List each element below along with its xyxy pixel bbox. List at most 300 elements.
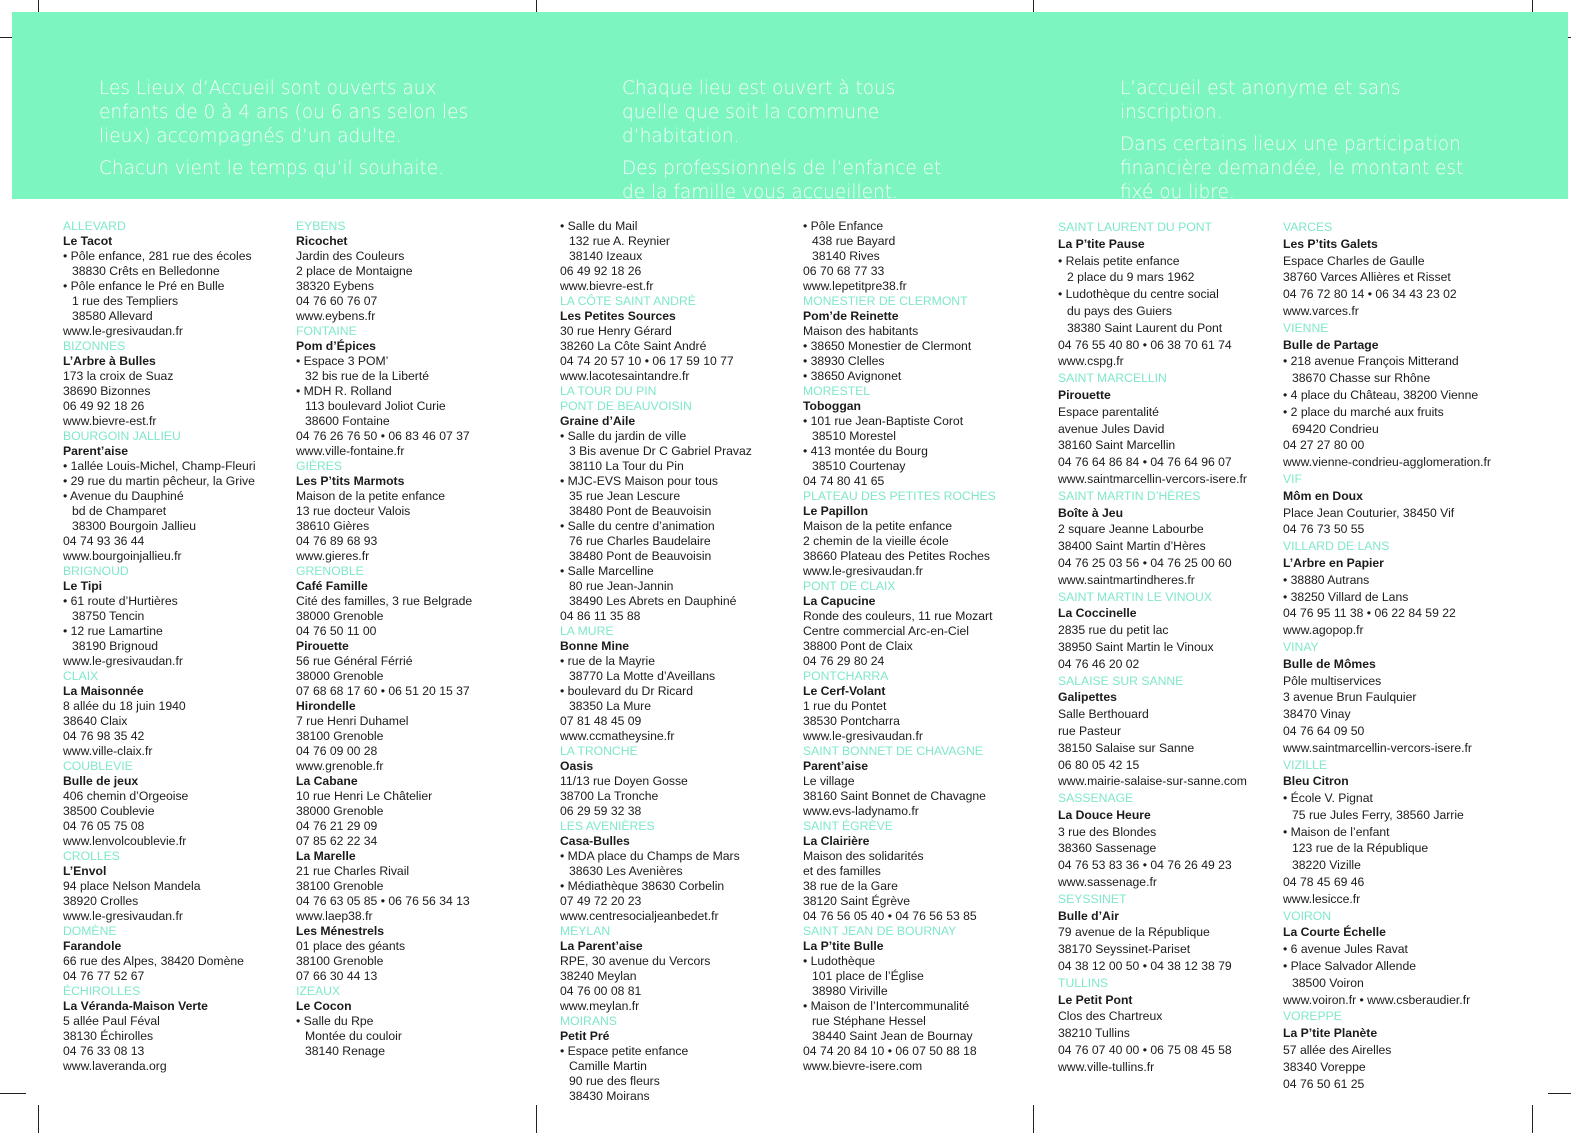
info-line: 56 rue Général Férrié [296, 654, 413, 668]
city-heading: SAINT ÉGRÈVE [803, 819, 893, 833]
info-line: 38800 Pont de Claix [803, 639, 913, 653]
info-line: 04 76 77 52 67 [63, 969, 145, 983]
address-line: 38830 Crêts en Belledonne [72, 264, 220, 278]
info-line: 06 80 05 42 15 [1058, 757, 1140, 772]
info-line: rue Pasteur [1058, 723, 1122, 738]
city-heading: VINAY [1283, 639, 1319, 654]
city-heading: ÉCHIROLLES [63, 984, 141, 998]
city-heading: SASSENAGE [1058, 791, 1134, 806]
info-line: 38210 Tullins [1058, 1026, 1130, 1041]
address-line: 38110 La Tour du Pin [569, 459, 684, 473]
address-line: 1 rue des Templiers [72, 294, 179, 308]
info-line[interactable]: www.agopop.fr [1283, 623, 1364, 638]
address-bullet: • 38250 Villard de Lans [1283, 589, 1523, 606]
address-line: 101 place de l’Église [812, 969, 924, 983]
info-line[interactable]: www.ville-tullins.fr [1058, 1059, 1155, 1074]
address-bullet: • Maison de l’enfant [1283, 824, 1523, 841]
city-heading: ALLEVARD [63, 219, 126, 233]
info-line[interactable]: www.lacotesaintandre.fr [560, 369, 690, 383]
address-line: 75 rue Jules Ferry, 38560 Jarrie [1292, 807, 1464, 822]
place-name: La P’tite Planète [1283, 1026, 1378, 1041]
address-bullet: • École V. Pignat [1283, 790, 1523, 807]
address-line: 35 rue Jean Lescure [569, 489, 681, 503]
info-line: 04 74 80 41 65 [803, 474, 885, 488]
place-name: Pom d’Épices [296, 339, 376, 353]
info-line: 04 76 64 86 84 • 04 76 64 96 07 [1058, 455, 1232, 470]
address-bullet: • Salle du jardin de ville [560, 429, 785, 444]
info-line[interactable]: www.varces.fr [1283, 303, 1359, 318]
city-heading: IZEAUX [296, 984, 341, 998]
info-line: Pôle multiservices [1283, 673, 1382, 688]
info-line[interactable]: www.cspg.fr [1058, 354, 1124, 369]
address-bullet: • Relais petite enfance [1058, 253, 1273, 270]
city-heading: SAINT MARCELLIN [1058, 371, 1167, 386]
info-line: 66 rue des Alpes, 38420 Domène [63, 954, 244, 968]
place-name: La Parent’aise [560, 939, 643, 953]
info-line[interactable]: www.gieres.fr [296, 549, 370, 563]
address-line: 38630 Les Avenières [569, 864, 683, 878]
city-heading: LA TOUR DU PIN [560, 384, 657, 398]
place-name: Parent’aise [803, 759, 869, 773]
info-line: 04 76 25 03 56 • 04 76 25 00 60 [1058, 555, 1232, 570]
address-line: 38140 Rives [812, 249, 880, 263]
info-line: 04 76 73 50 55 [1283, 522, 1365, 537]
info-line: 04 76 95 11 38 • 06 22 84 59 22 [1283, 606, 1456, 621]
city-heading: CLAIX [63, 669, 99, 683]
place-name: La Coccinelle [1058, 606, 1137, 621]
address-line: 90 rue des fleurs [569, 1074, 660, 1088]
city-heading: VOREPPE [1283, 1009, 1342, 1024]
info-line: 38500 Coublevie [63, 804, 155, 818]
address-bullet: • Médiathèque 38630 Corbelin [560, 879, 785, 894]
info-line[interactable]: www.lenvolcoublevie.fr [63, 834, 187, 848]
info-line: RPE, 30 avenue du Vercors [560, 954, 711, 968]
address-line: 38510 Morestel [812, 429, 897, 443]
place-name: La Capucine [803, 594, 876, 608]
info-line[interactable]: www.bourgoinjallieu.fr [63, 549, 182, 563]
address-line: 38350 La Mure [569, 699, 651, 713]
place-name: Galipettes [1058, 690, 1117, 705]
info-line: 07 85 62 22 34 [296, 834, 378, 848]
place-name: Pirouette [1058, 387, 1111, 402]
address-bullet: • 6 avenue Jules Ravat [1283, 941, 1523, 958]
banner-column [622, 77, 952, 213]
info-line: 38150 Salaise sur Sanne [1058, 740, 1195, 755]
info-line: Cité des familles, 3 rue Belgrade [296, 594, 473, 608]
address-line: 38980 Viriville [812, 984, 888, 998]
place-name: Toboggan [803, 399, 861, 413]
address-line: Camille Martin [569, 1059, 647, 1073]
place-name: Le Cocon [296, 999, 352, 1013]
address-bullet: • Salle du Rpe [296, 1014, 516, 1029]
place-name: Oasis [560, 759, 594, 773]
banner-paragraph: Les Lieux d’Accueil sont ouverts aux enfants de 0 à 4 ans (ou 6 ans selon les lieux) accompagnés d’un adulte. [99, 78, 469, 147]
address-line: du pays des Guiers [1067, 303, 1173, 318]
info-line[interactable]: www.ville-claix.fr [63, 744, 153, 758]
info-line[interactable]: www.ccmatheysine.fr [560, 729, 675, 743]
info-line: 21 rue Charles Rivail [296, 864, 410, 878]
address-line: bd de Champaret [72, 504, 167, 518]
info-line: 38950 Saint Martin le Vinoux [1058, 639, 1214, 654]
info-line: 04 76 53 83 36 • 04 76 26 49 23 [1058, 858, 1232, 873]
city-heading: SALAISE SUR SANNE [1058, 673, 1184, 688]
address-bullet: • 12 rue Lamartine [63, 624, 283, 639]
address-line: 80 rue Jean-Jannin [569, 579, 674, 593]
place-name: Petit Pré [560, 1029, 610, 1043]
info-line: 10 rue Henri Le Châtelier [296, 789, 433, 803]
info-line: Jardin des Couleurs [296, 249, 405, 263]
info-line: 57 allée des Airelles [1283, 1043, 1392, 1058]
address-bullet: • 38650 Monestier de Clermont [803, 339, 1028, 354]
banner-paragraph: Des professionnels de l’enfance et de la famille vous accueillent. [622, 158, 942, 203]
place-name: Bleu Citron [1283, 774, 1349, 789]
info-line: 07 68 68 17 60 • 06 51 20 15 37 [296, 684, 470, 698]
city-heading: SEYSSINET [1058, 891, 1127, 906]
info-line: 06 70 68 77 33 [803, 264, 885, 278]
info-line[interactable]: www.le-gresivaudan.fr [803, 729, 923, 743]
info-line: 01 place des géants [296, 939, 406, 953]
info-line: 38530 Pontcharra [803, 714, 900, 728]
info-line: 38160 Saint Bonnet de Chavagne [803, 789, 986, 803]
info-line[interactable]: www.centresocialjeanbedet.fr [560, 909, 719, 923]
place-name: Ricochet [296, 234, 348, 248]
place-name: Bulle de Partage [1283, 337, 1379, 352]
info-line: Espace parentalité [1058, 404, 1159, 419]
address-bullet: • Ludothèque [803, 954, 1028, 969]
info-line[interactable]: www.lepetitpre38.fr [803, 279, 907, 293]
place-name: Môm en Doux [1283, 488, 1363, 503]
info-line: Espace Charles de Gaulle [1283, 253, 1425, 268]
place-name: Le Cerf-Volant [803, 684, 886, 698]
city-heading: GRENOBLE [296, 564, 364, 578]
info-line[interactable]: www.le-gresivaudan.fr [63, 909, 183, 923]
info-line: 30 rue Henry Gérard [560, 324, 672, 338]
address-line: 38600 Fontaine [305, 414, 390, 428]
info-line[interactable]: www.ville-fontaine.fr [296, 444, 405, 458]
banner-paragraph: Chacun vient le temps qu’il souhaite. [99, 158, 445, 179]
city-heading: TULLINS [1058, 975, 1109, 990]
info-line: 38100 Grenoble [296, 879, 384, 893]
info-line[interactable]: www.voiron.fr • www.csberaudier.fr [1283, 992, 1471, 1007]
info-line: 07 49 72 20 23 [560, 894, 642, 908]
address-line: 38490 Les Abrets en Dauphiné [569, 594, 737, 608]
info-line: 04 76 26 76 50 • 06 83 46 07 37 [296, 429, 470, 443]
place-name: Boîte à Jeu [1058, 505, 1124, 520]
address-bullet: • 4 place du Château, 38200 Vienne [1283, 387, 1523, 404]
info-line[interactable]: www.laep38.fr [296, 909, 373, 923]
address-bullet: • 1allée Louis-Michel, Champ-Fleuri [63, 459, 283, 474]
place-name: Les P’tits Marmots [296, 474, 405, 488]
place-name: Hirondelle [296, 699, 356, 713]
address-bullet: • Salle du centre d’animation [560, 519, 785, 534]
address-bullet: • Place Salvador Allende [1283, 958, 1523, 975]
info-line: 04 76 46 20 02 [1058, 656, 1140, 671]
address-line: 76 rue Charles Baudelaire [569, 534, 711, 548]
address-line: 38380 Saint Laurent du Pont [1067, 320, 1223, 335]
banner-paragraph: L’accueil est anonyme et sans inscription. [1120, 78, 1401, 123]
info-line: 94 place Nelson Mandela [63, 879, 201, 893]
info-line: 5 allée Paul Féval [63, 1014, 160, 1028]
city-heading: PONT DE CLAIX [803, 579, 896, 593]
info-line[interactable]: www.bievre-est.fr [560, 279, 654, 293]
info-line: 38160 Saint Marcellin [1058, 438, 1176, 453]
address-line: 3 Bis avenue Dr C Gabriel Pravaz [569, 444, 752, 458]
address-bullet: • Ludothèque du centre social [1058, 286, 1273, 303]
info-line: 04 27 27 80 00 [1283, 438, 1365, 453]
info-line: 38360 Sassenage [1058, 841, 1157, 856]
info-line: 38240 Meylan [560, 969, 637, 983]
info-line: 38610 Gières [296, 519, 370, 533]
address-bullet: • Pôle enfance le Pré en Bulle [63, 279, 283, 294]
crop-mark [38, 1105, 39, 1133]
info-line: 38130 Échirolles [63, 1029, 154, 1043]
address-line: 38480 Pont de Beauvoisin [569, 504, 712, 518]
info-line: 04 78 45 69 46 [1283, 875, 1365, 890]
info-line: et des familles [803, 864, 881, 878]
info-line: 38260 La Côte Saint André [560, 339, 707, 353]
address-line: 123 rue de la République [1292, 841, 1429, 856]
info-line: 04 76 07 40 00 • 06 75 08 45 58 [1058, 1043, 1232, 1058]
address-bullet: • rue de la Mayrie [560, 654, 785, 669]
place-name: La Douce Heure [1058, 807, 1151, 822]
address-line: 38430 Moirans [569, 1089, 650, 1103]
place-name: La Maisonnée [63, 684, 144, 698]
directory-column-1 [63, 219, 283, 1074]
address-bullet: • 218 avenue François Mitterand [1283, 353, 1523, 370]
info-line: Centre commercial Arc-en-Ciel [803, 624, 969, 638]
info-line: 2 place de Montaigne [296, 264, 413, 278]
address-line: 38770 La Motte d’Aveillans [569, 669, 716, 683]
info-line: 38100 Grenoble [296, 954, 384, 968]
info-line: 3 rue des Blondes [1058, 824, 1157, 839]
info-line[interactable]: www.sassenage.fr [1058, 875, 1157, 890]
info-line: 8 allée du 18 juin 1940 [63, 699, 186, 713]
address-bullet: • Espace petite enfance [560, 1044, 785, 1059]
place-name: La P’tite Pause [1058, 236, 1145, 251]
info-line: 38000 Grenoble [296, 609, 384, 623]
info-line: 04 76 50 61 25 [1283, 1076, 1365, 1091]
city-heading: COUBLEVIE [63, 759, 133, 773]
address-bullet: • Pôle Enfance [803, 219, 1028, 234]
address-bullet: • Pôle enfance, 281 rue des écoles [63, 249, 283, 264]
banner-paragraph: Chaque lieu est ouvert à tous quelle que soit la commune d’habitation. [622, 78, 896, 147]
crop-mark [1033, 1105, 1034, 1133]
directory-column-3 [560, 219, 785, 1104]
info-line: 38690 Bizonnes [63, 384, 151, 398]
place-name: L’Envol [63, 864, 107, 878]
info-line: 13 rue docteur Valois [296, 504, 411, 518]
info-line: 06 49 92 18 26 [560, 264, 642, 278]
directory-column-5 [1058, 219, 1273, 1076]
crop-mark [1532, 1105, 1533, 1133]
info-line[interactable]: www.saintmarcellin-vercors-isere.fr [1058, 471, 1247, 486]
info-line[interactable]: www.mairie-salaise-sur-sanne.com [1058, 774, 1247, 789]
info-line[interactable]: www.bievre-isere.com [803, 1059, 923, 1073]
info-line: 04 76 21 29 09 [296, 819, 378, 833]
place-name: La Clairière [803, 834, 870, 848]
place-name: Bulle de Mômes [1283, 656, 1376, 671]
city-heading: MOIRANS [560, 1014, 617, 1028]
address-line: 38480 Pont de Beauvoisin [569, 549, 712, 563]
info-line: 04 76 64 09 50 [1283, 723, 1365, 738]
address-bullet: • Espace 3 POM’ [296, 354, 516, 369]
info-line: 38660 Plateau des Petites Roches [803, 549, 991, 563]
city-heading: DOMÈNE [63, 924, 117, 938]
info-line[interactable]: www.lesicce.fr [1283, 891, 1361, 906]
place-name: L’Arbre à Bulles [63, 354, 156, 368]
place-name: Les Ménestrels [296, 924, 385, 938]
address-bullet: • Maison de l’Intercommunalité [803, 999, 1028, 1014]
info-line: Maison de la petite enfance [296, 489, 446, 503]
info-line: 04 76 00 08 81 [560, 984, 642, 998]
address-line: 38500 Voiron [1292, 975, 1364, 990]
address-line: 38300 Bourgoin Jallieu [72, 519, 196, 533]
address-line: 38750 Tencin [72, 609, 145, 623]
info-line: 04 76 05 75 08 [63, 819, 145, 833]
address-bullet: • 413 montée du Bourg [803, 444, 1028, 459]
info-line[interactable]: www.saintmarcellin-vercors-isere.fr [1283, 740, 1472, 755]
banner-column [99, 77, 499, 189]
city-heading: PONT DE BEAUVOISIN [560, 399, 692, 413]
info-line: 11/13 rue Doyen Gosse [560, 774, 688, 788]
info-line: 04 38 12 00 50 • 04 38 12 38 79 [1058, 959, 1232, 974]
place-name: L’Arbre en Papier [1283, 555, 1384, 570]
info-line[interactable]: www.saintmartindheres.fr [1058, 572, 1195, 587]
info-line: 04 76 29 80 24 [803, 654, 885, 668]
city-heading: SAINT MARTIN LE VINOUX [1058, 589, 1212, 604]
info-line: 1 rue du Pontet [803, 699, 887, 713]
address-bullet: • MDH R. Rolland [296, 384, 516, 399]
city-heading: SAINT JEAN DE BOURNAY [803, 924, 957, 938]
city-heading: BOURGOIN JALLIEU [63, 429, 181, 443]
address-line: 38580 Allevard [72, 309, 153, 323]
info-line: 2835 rue du petit lac [1058, 623, 1169, 638]
address-line: 38140 Renage [305, 1044, 385, 1058]
city-heading: LA MURE [560, 624, 614, 638]
info-line: 38760 Varces Allières et Risset [1283, 270, 1451, 285]
city-heading: VIZILLE [1283, 757, 1328, 772]
place-name: Pirouette [296, 639, 349, 653]
address-line: 438 rue Bayard [812, 234, 896, 248]
info-line: Place Jean Couturier, 38450 Vif [1283, 505, 1455, 520]
info-line: 38700 La Tronche [560, 789, 659, 803]
info-line: 04 86 11 35 88 [560, 609, 641, 623]
info-line: 04 76 63 05 85 • 06 76 56 34 13 [296, 894, 470, 908]
info-line[interactable]: www.evs-ladynamo.fr [803, 804, 919, 818]
info-line: 38000 Grenoble [296, 804, 384, 818]
info-line: 04 74 20 57 10 • 06 17 59 10 77 [560, 354, 734, 368]
info-line: 7 rue Henri Duhamel [296, 714, 409, 728]
info-line[interactable]: www.eybens.fr [296, 309, 376, 323]
info-line: 04 76 56 05 40 • 04 76 56 53 85 [803, 909, 977, 923]
info-line: 38 rue de la Gare [803, 879, 898, 893]
place-name: Le Tipi [63, 579, 103, 593]
city-heading: MORESTEL [803, 384, 871, 398]
city-heading: VIENNE [1283, 320, 1329, 335]
info-line[interactable]: www.le-gresivaudan.fr [63, 324, 183, 338]
address-line: 32 bis rue de la Liberté [305, 369, 429, 383]
info-line: Salle Berthouard [1058, 707, 1149, 722]
address-bullet: • 38880 Autrans [1283, 572, 1523, 589]
address-bullet: • MDA place du Champs de Mars [560, 849, 785, 864]
address-bullet: • boulevard du Dr Ricard [560, 684, 785, 699]
banner-column [1120, 77, 1500, 213]
city-heading: MONESTIER DE CLERMONT [803, 294, 968, 308]
address-line: rue Stéphane Hessel [812, 1014, 926, 1028]
address-line: 38510 Courtenay [812, 459, 906, 473]
info-line: 38920 Crolles [63, 894, 139, 908]
place-name: La Véranda-Maison Verte [63, 999, 208, 1013]
info-line: Ronde des couleurs, 11 rue Mozart [803, 609, 993, 623]
info-line: 38340 Voreppe [1283, 1059, 1366, 1074]
info-line[interactable]: www.meylan.fr [560, 999, 640, 1013]
place-name: Parent’aise [63, 444, 129, 458]
info-line: 04 74 20 84 10 • 06 07 50 88 18 [803, 1044, 977, 1058]
info-line: avenue Jules David [1058, 421, 1165, 436]
city-heading: PONTCHARRA [803, 669, 889, 683]
city-heading: CROLLES [63, 849, 120, 863]
info-line: 2 square Jeanne Labourbe [1058, 522, 1204, 537]
city-heading: FONTAINE [296, 324, 357, 338]
directory-column-6 [1283, 219, 1523, 1092]
info-line[interactable]: www.laveranda.org [63, 1059, 167, 1073]
city-heading: BIZONNES [63, 339, 126, 353]
city-heading: MEYLAN [560, 924, 611, 938]
address-line: 2 place du 9 mars 1962 [1067, 270, 1195, 285]
place-name: La Courte Échelle [1283, 925, 1386, 940]
address-bullet: • 38650 Avignonet [803, 369, 1028, 384]
place-name: Le Petit Pont [1058, 992, 1133, 1007]
address-line: 38190 Brignoud [72, 639, 159, 653]
info-line[interactable]: www.le-gresivaudan.fr [803, 564, 923, 578]
city-heading: VARCES [1283, 220, 1333, 234]
address-bullet: • MJC-EVS Maison pour tous [560, 474, 785, 489]
city-heading: EYBENS [296, 219, 346, 233]
place-name: Bonne Mine [560, 639, 630, 653]
info-line: Clos des Chartreux [1058, 1009, 1163, 1024]
info-line: 04 76 33 08 13 [63, 1044, 145, 1058]
info-line[interactable]: www.bievre-est.fr [63, 414, 157, 428]
info-line: 38470 Vinay [1283, 707, 1351, 722]
address-line: 38440 Saint Jean de Bournay [812, 1029, 973, 1043]
banner-paragraph: Dans certains lieux une participation financière demandée, le montant est fixé ou libre. [1120, 134, 1464, 203]
city-heading: GIÈRES [296, 459, 343, 473]
info-line[interactable]: www.vienne-condrieu-agglomeration.fr [1283, 455, 1491, 470]
place-name: Farandole [63, 939, 122, 953]
info-line: 173 la croix de Suaz [63, 369, 174, 383]
info-line: 38100 Grenoble [296, 729, 384, 743]
place-name: Bulle d’Air [1058, 908, 1119, 923]
info-line: 04 76 72 80 14 • 06 34 43 23 02 [1283, 287, 1457, 302]
info-line: 79 avenue de la République [1058, 925, 1210, 940]
place-name: Les P’tits Galets [1283, 236, 1378, 251]
address-line: 38140 Izeaux [569, 249, 643, 263]
city-heading: VOIRON [1283, 908, 1332, 923]
city-heading: PLATEAU DES PETITES ROCHES [803, 489, 996, 503]
place-name: Le Tacot [63, 234, 113, 248]
info-line: 38120 Saint Égrève [803, 894, 911, 908]
address-bullet: • Salle Marcelline [560, 564, 785, 579]
city-heading: LES AVENIÈRES [560, 819, 655, 833]
info-line: 38320 Eybens [296, 279, 374, 293]
directory-column-2 [296, 219, 516, 1059]
address-bullet: • 29 rue du martin pêcheur, la Grive [63, 474, 283, 489]
info-line: 04 76 55 40 80 • 06 38 70 61 74 [1058, 337, 1232, 352]
info-line: 04 74 93 36 44 [63, 534, 145, 548]
info-line[interactable]: www.grenoble.fr [296, 759, 384, 773]
info-line[interactable]: www.le-gresivaudan.fr [63, 654, 183, 668]
place-name: Café Famille [296, 579, 368, 593]
